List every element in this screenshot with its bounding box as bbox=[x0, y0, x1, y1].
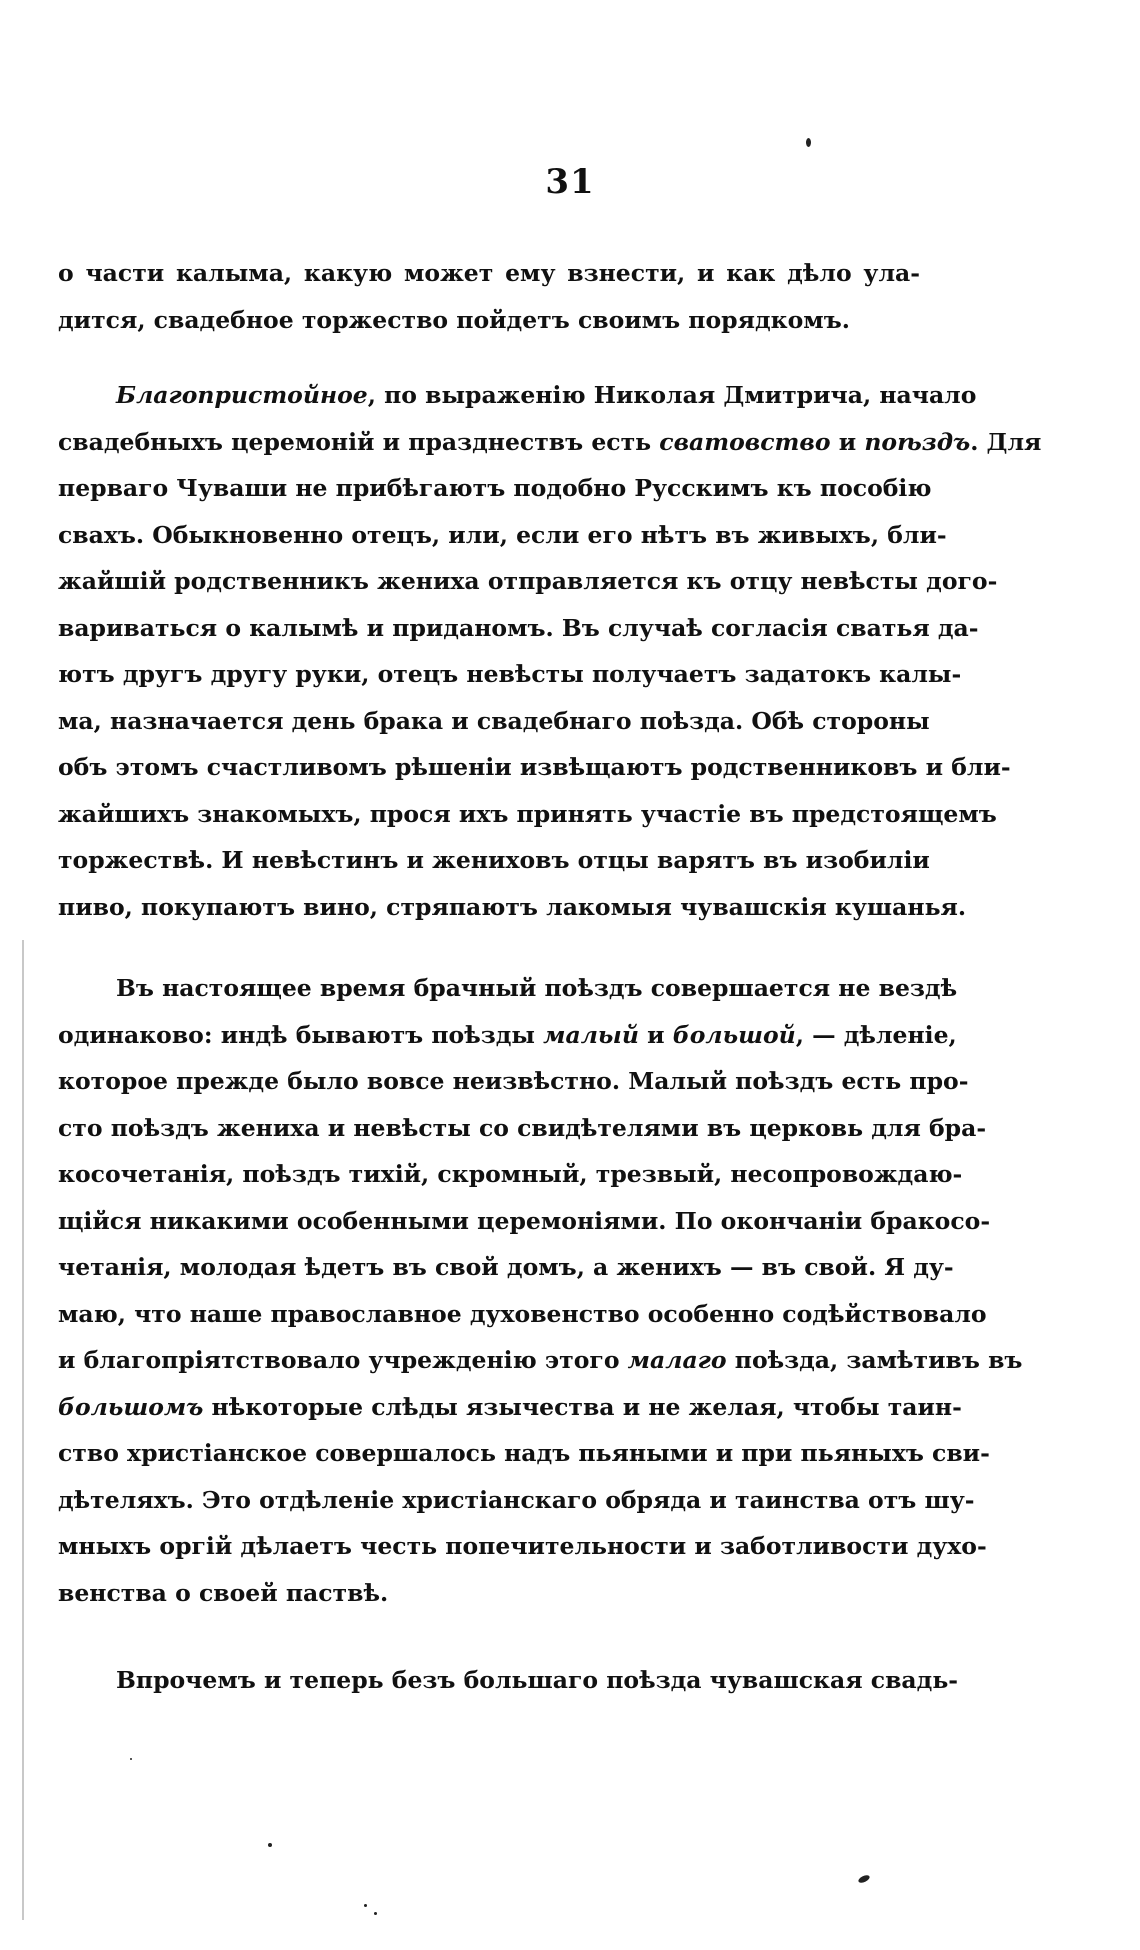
text-line bbox=[58, 1570, 920, 1617]
text-run: и bbox=[830, 427, 865, 456]
text-line bbox=[58, 698, 930, 745]
text-run: венства о своей паствѣ. bbox=[58, 1578, 389, 1607]
text-run: четанія, молодая ѣдетъ въ свой домъ, а женихъ — въ свой. Я ду- bbox=[58, 1253, 954, 1281]
text-run: дѣтеляхъ. Это отдѣленіе христіанскаго обряда и таинства отъ шу- bbox=[58, 1485, 975, 1514]
text-run: ма, назначается день брака и свадебнаго поѣзда. Обѣ стороны bbox=[58, 706, 930, 735]
italic-term: малый bbox=[543, 1020, 639, 1049]
text-run: косочетанія, поѣздъ тихій, скромный, трезвый, несопровождаю- bbox=[58, 1160, 963, 1188]
text-run: свадебныхъ церемоній и празднествъ есть bbox=[58, 427, 660, 456]
text-line bbox=[58, 419, 1042, 466]
text-line bbox=[58, 1337, 1023, 1384]
text-line bbox=[58, 1058, 969, 1105]
text-run: перваго Чуваши не прибѣгаютъ подобно Русскимъ къ пособію bbox=[58, 474, 932, 502]
paragraph-2 bbox=[58, 372, 1042, 930]
text-run: Въ настоящее время брачный поѣздъ совершается не вездѣ bbox=[116, 974, 958, 1002]
scan-speck bbox=[130, 1758, 132, 1760]
text-line bbox=[58, 1384, 962, 1431]
text-line bbox=[58, 558, 998, 605]
text-run: Впрочемъ и теперь безъ большаго поѣзда чувашская свадь- bbox=[116, 1666, 959, 1694]
paragraph-3 bbox=[58, 965, 1023, 1616]
italic-term: малаго bbox=[627, 1346, 727, 1374]
text-line bbox=[58, 372, 977, 419]
text-run: торжествѣ. И невѣстинъ и жениховъ отцы варятъ въ изобиліи bbox=[58, 846, 930, 874]
text-line bbox=[58, 884, 967, 931]
text-line bbox=[58, 1291, 987, 1338]
page-number: 31 bbox=[545, 162, 595, 202]
text-line bbox=[58, 744, 1011, 791]
paragraph-lines bbox=[58, 372, 1042, 930]
paragraph-lines bbox=[58, 965, 1023, 1616]
text-line bbox=[58, 837, 930, 884]
text-line bbox=[58, 1151, 963, 1198]
text-line bbox=[58, 465, 932, 512]
text-line bbox=[58, 1430, 990, 1477]
text-run: . Для bbox=[970, 427, 1042, 456]
text-line bbox=[58, 1105, 987, 1152]
text-run: , — дѣленіе, bbox=[795, 1020, 957, 1049]
italic-term: большомъ bbox=[58, 1392, 204, 1421]
text-run: щійся никакими особенными церемоніями. По окончаніи бракосо- bbox=[58, 1206, 991, 1235]
text-run: свахъ. Обыкновенно отецъ, или, если его нѣтъ въ живыхъ, бли- bbox=[58, 520, 947, 549]
text-line bbox=[58, 1523, 987, 1570]
text-line: дится, свадебное торжество пойдетъ своимъ порядкомъ. bbox=[58, 305, 850, 334]
text-run: и bbox=[638, 1020, 673, 1049]
text-line bbox=[58, 1244, 954, 1291]
italic-term: сватовство bbox=[659, 427, 831, 456]
text-line bbox=[58, 512, 947, 559]
scan-speck bbox=[364, 1904, 367, 1907]
text-line bbox=[58, 791, 997, 838]
text-run: , по выраженію Николая Дмитрича, начало bbox=[367, 381, 977, 409]
paragraph-4 bbox=[58, 1657, 959, 1704]
italic-term: Благопристойное bbox=[116, 381, 368, 409]
text-run: мныхъ оргій дѣлаетъ честь попечительности и заботливости духо- bbox=[58, 1532, 987, 1560]
text-run: поѣзда, замѣтивъ въ bbox=[726, 1346, 1023, 1374]
text-line bbox=[58, 1477, 975, 1524]
text-run: маю, что наше православное духовенство особенно содѣйствовало bbox=[58, 1299, 987, 1328]
text-run: жайшихъ знакомыхъ, прося ихъ принять участіе въ предстоящемъ bbox=[58, 799, 997, 828]
scan-speck bbox=[374, 1912, 377, 1915]
text-run: жайшій родственникъ жениха отправляется къ отцу невѣсты дого- bbox=[58, 567, 998, 595]
text-line bbox=[58, 1012, 957, 1059]
text-run: одинаково: индѣ бываютъ поѣзды bbox=[58, 1020, 544, 1049]
italic-term: поѣздъ bbox=[864, 427, 971, 456]
italic-term: большой bbox=[672, 1020, 796, 1049]
text-run: которое прежде было вовсе неизвѣстно. Малый поѣздъ есть про- bbox=[58, 1067, 969, 1095]
text-run: пиво, покупаютъ вино, стряпаютъ лакомыя чувашскія кушанья. bbox=[58, 892, 967, 921]
text-run: ство христіанское совершалось надъ пьяными и при пьяныхъ сви- bbox=[58, 1439, 990, 1467]
paragraph-lines bbox=[58, 1657, 959, 1704]
scan-margin-line bbox=[22, 940, 24, 1920]
text-run: нѣкоторые слѣды язычества и не желая, чтобы таин- bbox=[203, 1392, 962, 1421]
text-line bbox=[58, 1657, 959, 1704]
paragraph-1 bbox=[58, 250, 920, 343]
text-run: сто поѣздъ жениха и невѣсты со свидѣтелями въ церковь для бра- bbox=[58, 1113, 987, 1142]
scan-speck bbox=[857, 1874, 870, 1885]
scan-speck bbox=[806, 138, 811, 147]
text-run: вариваться о калымѣ и приданомъ. Въ случаѣ согласія сватья да- bbox=[58, 613, 979, 642]
text-line: о части калыма, какую может ему взнести, и как дѣло ула- bbox=[58, 259, 920, 287]
text-run: и благопріятствовало учрежденію этого bbox=[58, 1346, 628, 1374]
text-line bbox=[58, 965, 958, 1012]
text-line bbox=[58, 1198, 991, 1245]
text-line bbox=[58, 605, 979, 652]
text-run: объ этомъ счастливомъ рѣшеніи извѣщаютъ родственниковъ и бли- bbox=[58, 753, 1011, 781]
text-run: ютъ другъ другу руки, отецъ невѣсты получаетъ задатокъ калы- bbox=[58, 660, 962, 688]
scan-speck bbox=[268, 1843, 272, 1847]
text-line bbox=[58, 651, 962, 698]
